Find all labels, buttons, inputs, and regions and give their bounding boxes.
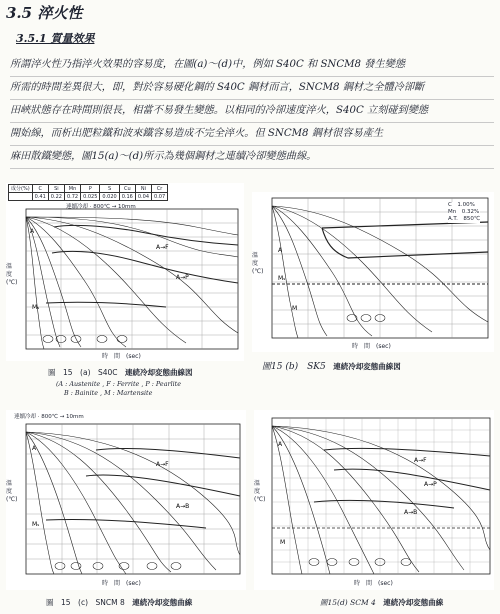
paragraph-line: 所需的時間差異很大，即，對於容易硬化鋼的 S40C 鋼材而言，SNCM8 鋼材之全體冷卻斷 [10, 77, 494, 100]
info-line: C 1.00% [448, 202, 475, 208]
caption-number: 圖15(d) SCM 4 [320, 598, 376, 607]
paragraph-line: 所謂淬火性乃指淬火效果的容易度，在圖(a)～(d)中，例如 S40C 和 SNCM8 發生變態 [10, 54, 494, 77]
svg-text:Mₛ: Mₛ [32, 304, 40, 311]
figure-a-caption [48, 367, 193, 378]
svg-text:A: A [30, 228, 35, 235]
condition-label: 連續冷却 · 800℃ → 10mm [66, 204, 136, 210]
caption-number: 圖 15 (a) S40C [48, 368, 118, 377]
svg-text:A→F: A→F [156, 461, 169, 468]
x-axis-label: 時 間 (sec) [102, 580, 141, 587]
figure-b [252, 192, 494, 352]
region-label: A→P [424, 481, 437, 488]
figure-d-caption [320, 597, 443, 608]
region-label: A [278, 247, 283, 254]
table-header: Cr [152, 185, 168, 193]
figure-d [254, 410, 494, 590]
caption-title: 連続冷却変態曲線図 [125, 368, 193, 377]
svg-text:Mₛ: Mₛ [32, 521, 40, 528]
caption-number: 圖 15 (c) SNCM 8 [46, 598, 125, 607]
table-header: Mn [64, 185, 80, 193]
table-header: Si [48, 185, 64, 193]
table-label: 成分(%) [9, 185, 33, 193]
info-line: Mn 0.32% [448, 209, 480, 215]
region-label: A→B [404, 509, 418, 516]
y-axis-label: 溫度(℃) [6, 263, 18, 286]
table-cell: 0.72 [64, 193, 80, 201]
figure-c [6, 410, 246, 590]
x-axis-label: 時 間 (sec) [354, 580, 393, 587]
region-label: M [292, 305, 298, 312]
info-box [448, 202, 480, 223]
table-header: S [100, 185, 119, 193]
table-cell: 0.22 [48, 193, 64, 201]
x-axis-label: 時 間 (sec) [102, 353, 141, 360]
svg-text:A→F: A→F [156, 244, 169, 251]
y-axis-label: 溫度(℃) [254, 480, 266, 503]
region-label: A [278, 441, 283, 448]
subsection-title: 3.5.1 質量效果 [16, 32, 95, 45]
table-header: Cu [119, 185, 135, 193]
svg-text:A→B: A→B [176, 503, 190, 510]
legend-line: (A : Austenite , F : Ferrite , P : Pearlite [56, 380, 182, 388]
table-cell: 0.16 [119, 193, 135, 201]
table-cell: 0.41 [32, 193, 48, 201]
cct-diagram-c [6, 410, 246, 590]
table-cell: 0.07 [152, 193, 168, 201]
region-label: Mₛ [278, 275, 286, 282]
table-header: C [32, 185, 48, 193]
y-axis-label: 溫度(℃) [6, 480, 18, 503]
legend-line: B : Bainite , M : Martensite [64, 389, 153, 397]
body-paragraph [10, 54, 494, 169]
region-label: A→F [414, 457, 427, 464]
table-header: Ni [135, 185, 151, 193]
paragraph-line: 開始線，而析出肥粒鐵和波來鐵容易造成不完全淬火。但 SNCM8 鋼材很容易產生 [10, 123, 494, 146]
caption-number: 圖15 (b) SK5 [262, 362, 326, 372]
info-line: A.T. 850℃ [448, 216, 481, 222]
svg-text:A→P: A→P [176, 274, 189, 281]
figure-a-legend [56, 380, 181, 398]
table-cell: 0.020 [100, 193, 119, 201]
table-cell: 0.04 [135, 193, 151, 201]
region-label: M [280, 539, 286, 546]
table-header: P [81, 185, 100, 193]
composition-table [8, 184, 168, 201]
x-axis-label: 時 間 (sec) [352, 343, 391, 350]
figure-c-caption [46, 597, 192, 608]
svg-text:A: A [32, 445, 37, 452]
paragraph-line: 麻田散鐵變態，圖15(a)～(d)所示為幾個鋼材之連續冷卻變態曲線。 [10, 146, 494, 169]
y-axis-label: 溫度(℃) [252, 252, 264, 275]
caption-title: 連続冷却変態曲線図 [333, 362, 401, 371]
table-cell: 0.025 [81, 193, 100, 201]
figure-b-caption [262, 359, 401, 372]
figure-a [6, 183, 244, 361]
caption-title: 連続冷却変態曲線 [132, 598, 193, 607]
section-title: 3.5 淬火性 [6, 4, 83, 22]
paragraph-line: 田峽狀態存在時間則很長，相當不易發生變態。以相同的冷卻速度淬火，S40C 立刻碰到變態 [10, 100, 494, 123]
condition-label: 連續冷却 · 800℃ → 10mm [14, 414, 84, 420]
caption-title: 連続冷却変態曲線 [383, 598, 444, 607]
cct-diagram-d [254, 410, 494, 590]
